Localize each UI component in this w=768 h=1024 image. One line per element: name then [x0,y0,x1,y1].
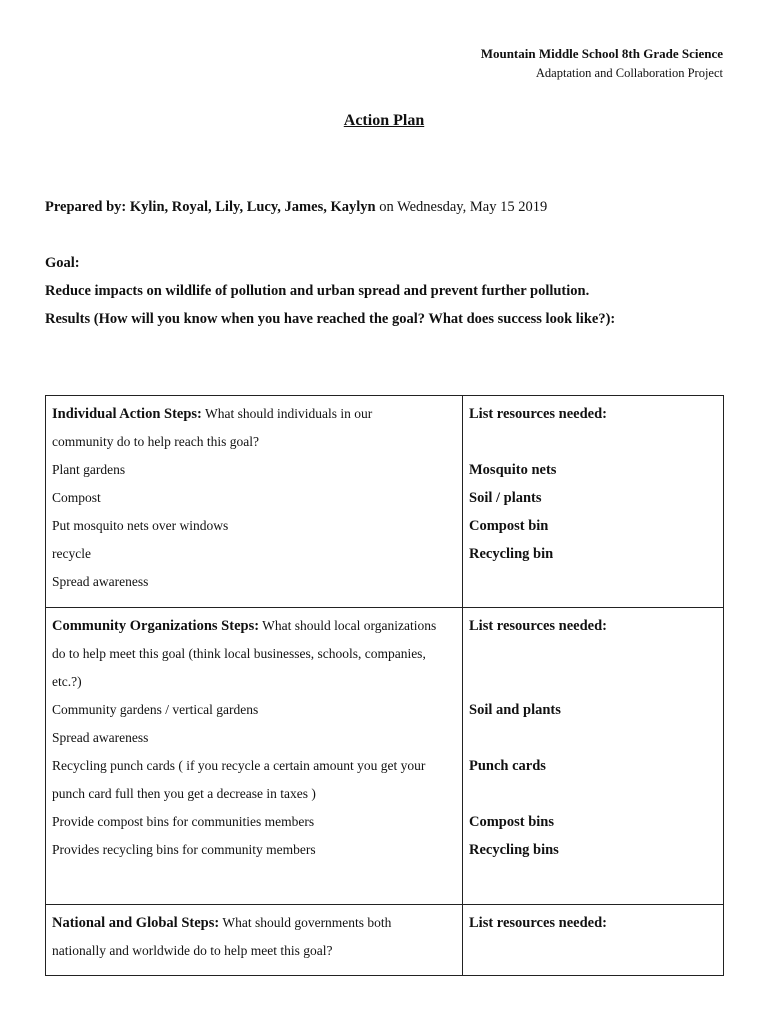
resource-item: Compost bins [469,814,555,830]
table-row-national [46,905,724,976]
resource-item: Mosquito nets [469,462,557,478]
resources-label: List resources needed: [469,618,608,634]
individual-question: What should individuals in our [201,406,373,421]
national-steps-cell [46,905,463,976]
resource-item: Soil and plants [469,702,561,718]
individual-step: Compost [52,490,101,505]
community-heading: Community Organizations Steps: [52,618,260,634]
individual-step: Spread awareness [52,574,149,589]
community-steps-cell [46,608,463,905]
page-title: Action Plan [343,112,425,129]
individual-heading: Individual Action Steps: [52,406,202,422]
individual-resources-cell [463,396,724,608]
school-name: Mountain Middle School 8th Grade Science [480,46,723,61]
individual-step: Put mosquito nets over windows [52,518,229,533]
resource-item: Soil / plants [469,490,542,506]
community-step: Provide compost bins for communities members [52,814,315,829]
community-step: punch card full then you get a decrease in taxes ) [52,786,316,801]
national-question-line-2: nationally and worldwide do to help meet this goal? [52,943,333,958]
national-question: What should governments both [219,915,392,930]
national-question-line-1 [52,909,456,937]
resources-label: List resources needed: [469,406,608,422]
resources-label: List resources needed: [469,915,608,931]
community-step: Community gardens / vertical gardens [52,702,259,717]
results-prompt: Results (How will you know when you have reached the goal? What does success look like?): [45,311,616,327]
action-plan-table [45,395,724,976]
prepared-label: Prepared by: [45,199,127,215]
prepared-by [45,199,547,216]
project-name: Adaptation and Collaboration Project [535,66,723,80]
community-question-line-1 [52,612,456,640]
community-question-line-3: etc.?) [52,674,82,689]
national-resources-cell [463,905,724,976]
resource-item: Punch cards [469,758,546,774]
resource-item: Compost bin [469,518,549,534]
resource-item: Recycling bins [469,842,559,858]
table-row-community [46,608,724,905]
community-question-line-2: do to help meet this goal (think local businesses, schools, companies, [52,646,426,661]
community-step: Provides recycling bins for community members [52,842,316,857]
individual-step: recycle [52,546,91,561]
individual-step: Plant gardens [52,462,126,477]
prepared-names: Kylin, Royal, Lily, Lucy, James, Kaylyn [126,199,376,215]
community-question: What should local organizations [259,618,437,633]
table-row-individual [46,396,724,608]
goal-text: Reduce impacts on wildlife of pollution and urban spread and prevent further pollution. [45,283,590,299]
resource-item: Recycling bin [469,546,554,562]
prepared-date: on Wednesday, May 15 2019 [375,199,548,215]
community-step: Spread awareness [52,730,149,745]
community-resources-cell [463,608,724,905]
community-step: Recycling punch cards ( if you recycle a certain amount you get your [52,758,426,773]
national-heading: National and Global Steps: [52,915,220,931]
individual-steps-cell [46,396,463,608]
individual-question-line-2: community do to help reach this goal? [52,434,259,449]
individual-question-line-1 [52,400,456,428]
goal-label: Goal: [45,255,80,271]
